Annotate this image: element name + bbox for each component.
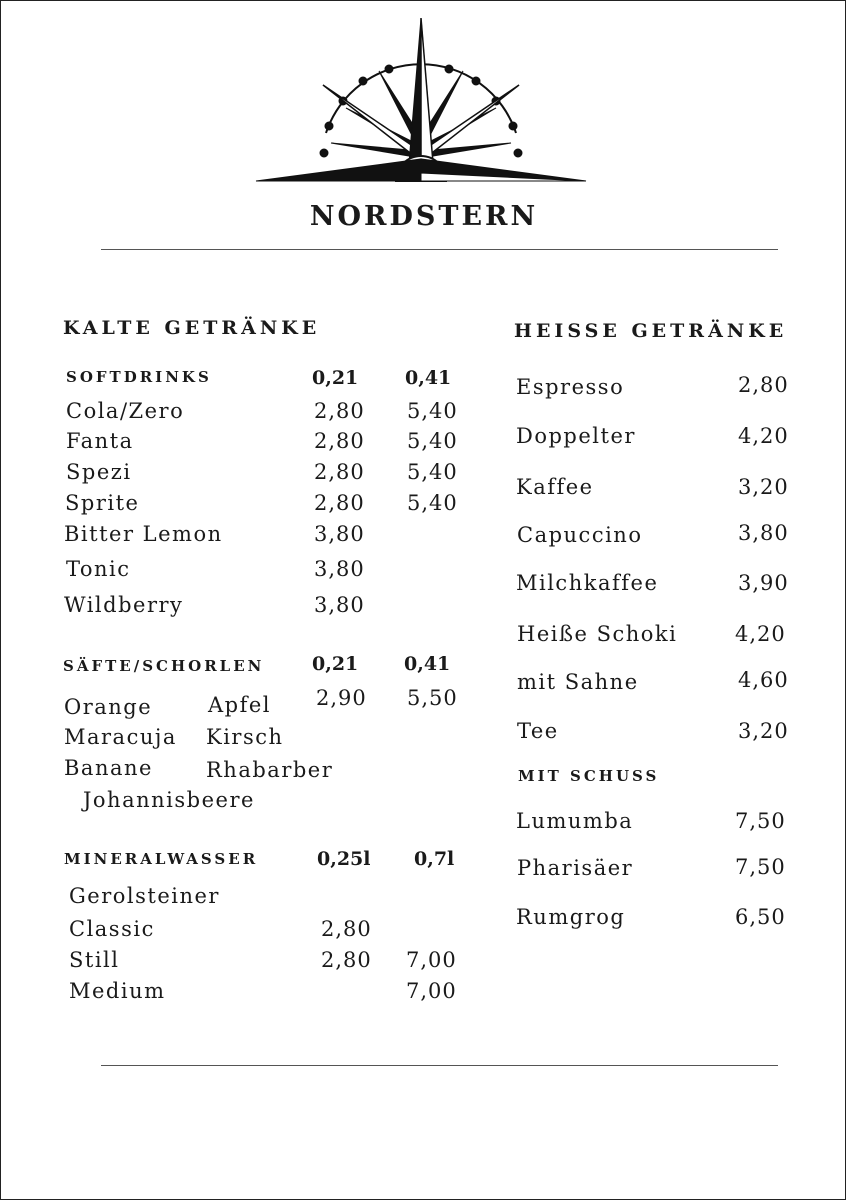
menu-item-price: 3,20	[738, 475, 789, 499]
softdrinks-size-small: 0,21	[312, 367, 359, 389]
menu-item-price: 5,40	[407, 429, 458, 453]
menu-item-name: mit Sahne	[517, 670, 639, 694]
menu-item-price: 5,40	[407, 491, 458, 515]
menu-item-price: 7,50	[735, 855, 786, 879]
menu-item-price: 3,90	[738, 571, 789, 595]
menu-item-price: 2,80	[321, 917, 372, 941]
menu-item-name: Pharisäer	[517, 856, 634, 880]
menu-item-name: Sprite	[65, 491, 140, 515]
menu-item-price: 2,80	[314, 429, 365, 453]
menu-item-name: Capuccino	[517, 523, 643, 547]
menu-item-name: Lumumba	[516, 809, 634, 833]
juice-flavor: Banane	[64, 756, 153, 780]
menu-item-name: Milchkaffee	[516, 571, 659, 595]
menu-item-price: 2,80	[314, 491, 365, 515]
cold-drinks-heading: KALTE GETRÄNKE	[63, 317, 321, 339]
mit-schuss-heading: MIT SCHUSS	[518, 767, 660, 785]
menu-item-price: 3,20	[738, 719, 789, 743]
menu-item-price: 5,40	[407, 399, 458, 423]
juice-flavor: Johannisbeere	[83, 788, 255, 812]
menu-item-price: 4,60	[738, 668, 789, 692]
menu-item-name: Tonic	[66, 557, 131, 581]
mineral-water-heading: MINERALWASSER	[64, 850, 259, 868]
mineral-size-large: 0,7l	[414, 848, 455, 870]
hot-drinks-heading: HEISSE GETRÄNKE	[514, 320, 788, 342]
menu-item-name: Heiße Schoki	[517, 622, 678, 646]
top-divider	[101, 249, 778, 250]
juice-flavor: Apfel	[208, 693, 272, 717]
juices-price-small: 2,90	[316, 686, 367, 710]
mineral-size-small: 0,25l	[317, 848, 371, 870]
menu-item-name: Kaffee	[516, 475, 594, 499]
juices-price-large: 5,50	[407, 686, 458, 710]
juices-heading: SÄFTE/SCHORLEN	[63, 657, 265, 675]
menu-item-price: 2,80	[321, 948, 372, 972]
juices-size-large: 0,41	[404, 653, 451, 675]
menu-item-name: Still	[69, 948, 120, 972]
juice-flavor: Kirsch	[206, 725, 284, 749]
menu-item-name: Cola/Zero	[66, 399, 185, 423]
menu-item-name: Wildberry	[64, 593, 184, 617]
menu-item-price: 6,50	[735, 905, 786, 929]
menu-item-name: Rumgrog	[516, 905, 626, 929]
juices-size-small: 0,21	[312, 653, 359, 675]
compass-star-icon	[251, 13, 591, 188]
menu-item-price: 4,20	[735, 622, 786, 646]
menu-item-price: 7,00	[406, 948, 457, 972]
menu-item-price: 2,80	[314, 460, 365, 484]
menu-item-name: Tee	[517, 719, 559, 743]
menu-item-price: 4,20	[738, 424, 789, 448]
menu-item-price: 5,40	[407, 460, 458, 484]
menu-item-price: 7,50	[735, 809, 786, 833]
menu-item-price: 3,80	[738, 521, 789, 545]
menu-item-name: Espresso	[516, 375, 625, 399]
juice-flavor: Orange	[64, 695, 153, 719]
menu-item-price: 3,80	[314, 593, 365, 617]
menu-item-price: 2,80	[738, 373, 789, 397]
mineral-brand: Gerolsteiner	[69, 884, 220, 908]
brand-name: NORDSTERN	[309, 201, 539, 232]
bottom-divider	[101, 1065, 778, 1066]
menu-item-price: 7,00	[406, 979, 457, 1003]
menu-item-price: 2,80	[314, 399, 365, 423]
menu-item-name: Spezi	[66, 460, 132, 484]
softdrinks-heading: SOFTDRINKS	[66, 368, 212, 386]
menu-item-name: Fanta	[66, 429, 134, 453]
menu-item-price: 3,80	[314, 557, 365, 581]
menu-item-name: Doppelter	[516, 424, 636, 448]
juice-flavor: Rhabarber	[206, 758, 334, 782]
menu-item-name: Medium	[69, 979, 166, 1003]
menu-item-name: Bitter Lemon	[64, 522, 223, 546]
softdrinks-size-large: 0,41	[405, 367, 452, 389]
menu-item-price: 3,80	[314, 522, 365, 546]
juice-flavor: Maracuja	[64, 725, 177, 749]
menu-item-name: Classic	[69, 917, 155, 941]
